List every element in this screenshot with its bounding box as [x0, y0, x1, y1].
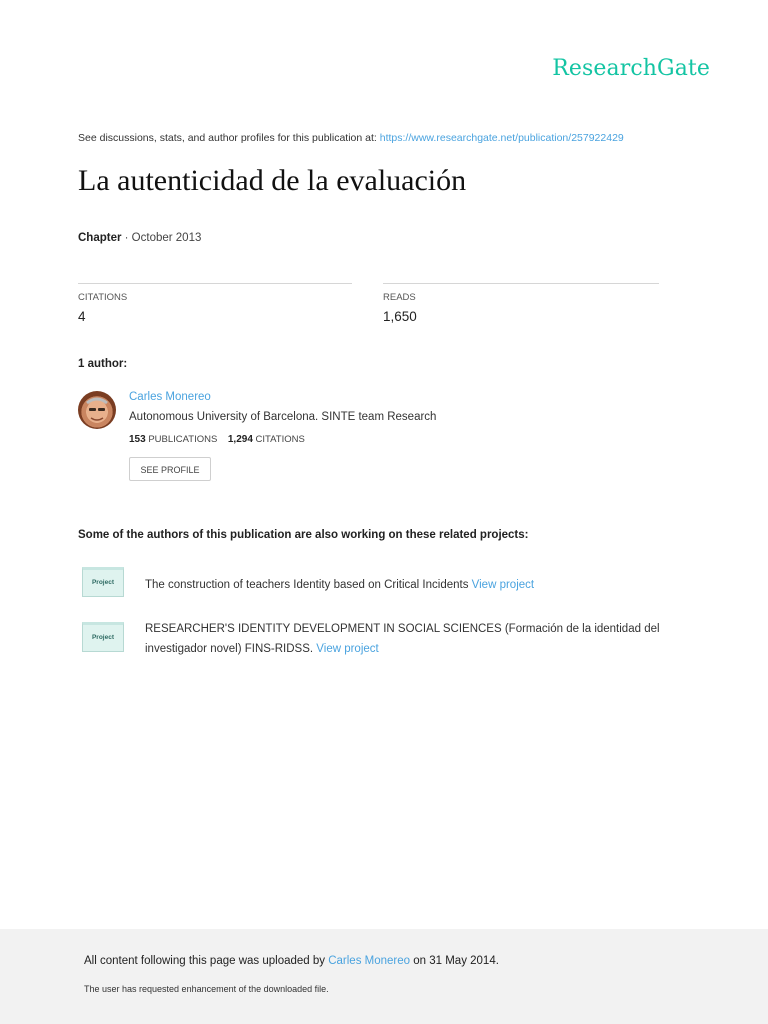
footer-prefix: All content following this page was uploaded by	[84, 955, 329, 967]
publication-url-link[interactable]: https://www.researchgate.net/publication/257922429	[379, 132, 624, 144]
see-discussions-text: See discussions, stats, and author profiles for this publication at:	[78, 132, 380, 144]
researchgate-logo[interactable]: ResearchGate	[552, 56, 710, 81]
project-item	[145, 575, 685, 595]
see-profile-button[interactable]: SEE PROFILE	[129, 457, 211, 481]
author-affiliation: Autonomous University of Barcelona. SINTE team Research	[129, 411, 437, 423]
footer-upload-line	[84, 955, 499, 967]
avatar[interactable]	[78, 391, 116, 429]
view-project-link[interactable]: View project	[471, 579, 535, 591]
project-title: RESEARCHER'S IDENTITY DEVELOPMENT IN SOCIAL SCIENCES (Formación de la identidad del investigador novel) FINS-RIDSS.	[145, 623, 660, 655]
footer-note: The user has requested enhancement of the downloaded file.	[84, 984, 329, 994]
citations-divider	[78, 283, 352, 284]
reads-value: 1,650	[383, 309, 417, 324]
footer-banner	[0, 929, 768, 1024]
author-citations-count: 1,294	[227, 434, 253, 445]
publication-date: · October 2013	[121, 232, 202, 244]
footer-suffix: on 31 May 2014.	[410, 955, 499, 967]
author-citations-label: CITATIONS	[255, 434, 305, 445]
project-title: The construction of teachers Identity based on Critical Incidents	[145, 579, 472, 591]
author-photo-icon	[78, 391, 116, 429]
project-icon[interactable]: Project	[82, 567, 124, 597]
publication-title: La autenticidad de la evaluación	[78, 164, 467, 197]
author-name-link[interactable]: Carles Monereo	[129, 391, 211, 403]
publication-type: Chapter	[78, 232, 122, 244]
citations-label: CITATIONS	[78, 292, 128, 303]
uploader-link[interactable]: Carles Monereo	[328, 955, 411, 967]
author-publications-label: PUBLICATIONS	[148, 434, 218, 445]
publication-meta	[78, 232, 201, 244]
author-stats	[129, 434, 305, 445]
view-project-link[interactable]: View project	[316, 643, 379, 655]
authors-heading: 1 author:	[78, 358, 128, 370]
reads-divider	[383, 283, 659, 284]
reads-label: READS	[383, 292, 416, 303]
author-publications-count: 153	[129, 434, 146, 445]
project-icon[interactable]: Project	[82, 622, 124, 652]
citations-value: 4	[78, 309, 86, 324]
project-item	[145, 619, 665, 659]
related-projects-heading: Some of the authors of this publication are also working on these related projects:	[78, 529, 529, 541]
see-discussions-line	[78, 132, 624, 144]
